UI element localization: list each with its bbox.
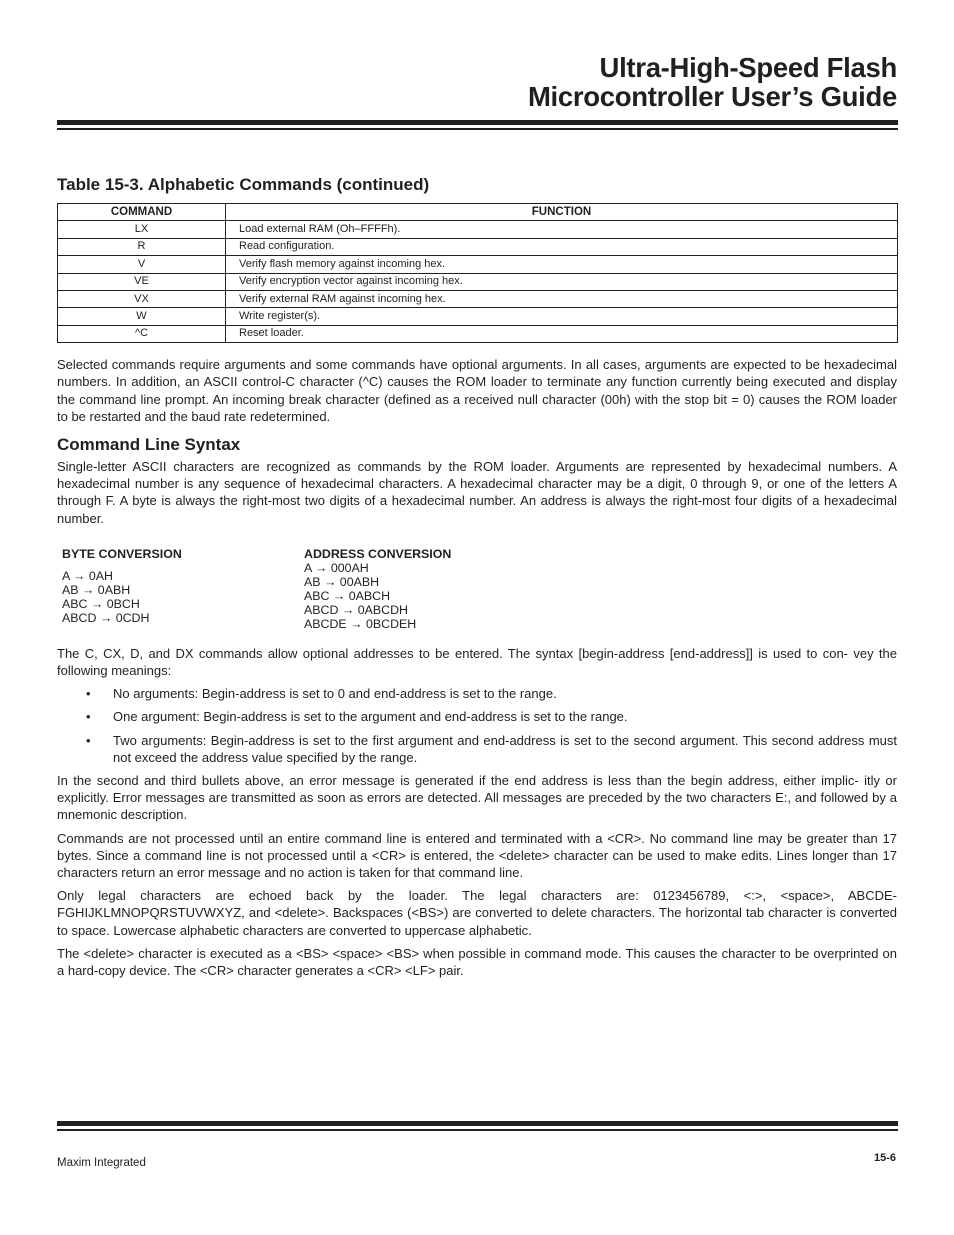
address-conversion [304, 547, 451, 631]
bullet-list [57, 685, 897, 766]
section-title: Command Line Syntax [57, 434, 241, 454]
paragraph-error-messages: In the second and third bullets above, an error message is generated if the end address is less than the begin address, either implic- itly or explicitly. Error messages are transmitted as soon as errors are detected. All messages are preceded by the two characters E:, and followed by a mnemonic description. [57, 772, 897, 823]
paragraph-syntax: Single-letter ASCII characters are recognized as commands by the ROM loader. Arguments are represented by hexadecimal numbers. A hexadecimal number is any sequence of hexadecimal characters. A hexadecimal character may be a digit, 0 through 9, or one of the letters A through F. A byte is always the right-most two digits of a hexadecimal number. An address is always the right-most four digits of a hexadecimal number. [57, 458, 897, 526]
bullet-icon: • [86, 732, 91, 748]
function-cell: Verify external RAM against incoming hex. [226, 290, 898, 307]
column-header-function: FUNCTION [226, 204, 898, 221]
table-row [58, 325, 898, 342]
paragraph-selected-commands: Selected commands require arguments and some commands have optional arguments. In all cases, arguments are expected to be hexadecimal numbers. In addition, an ASCII control-C character (^C) causes the ROM loader to terminate any function currently being executed and display the command line prompt. An incoming break character (defined as a received null character (00h) with the stop bit = 0) causes the ROM loader to be restarted and the baud rate redetermined. [57, 357, 897, 424]
table-row [58, 238, 898, 255]
conversion-examples [57, 547, 897, 645]
function-cell: Verify encryption vector against incoming hex. [226, 273, 898, 290]
footer-rule-thin [57, 1129, 898, 1131]
list-item: ABC → 0BCH [62, 596, 140, 611]
paragraph-command-processing: Commands are not processed until an entire command line is entered and terminated with a <CR>. No command line may be greater than 17 bytes. Since a command line is not processed until a <CR> is entered, the <delete> character can be used to make edits. Lines longer than 17 characters return an error message and no action is taken for that command line. [57, 830, 897, 880]
table-row [58, 308, 898, 325]
command-cell: W [58, 308, 226, 325]
paragraph-delete-character: The <delete> character is executed as a <BS> <space> <BS> when possible in command mode. This causes the character to be overprinted on a hard-copy device. The <CR> character generates a <CR> <LF> pair. [57, 945, 897, 978]
footer-company: Maxim Integrated [57, 1157, 146, 1169]
list-item [57, 685, 897, 702]
command-cell: V [58, 256, 226, 273]
main-content [57, 174, 897, 979]
list-item: A → 0AH [62, 568, 113, 583]
bullet-text: No arguments: Begin-address is set to 0 and end-address is set to the range. [113, 686, 557, 702]
address-conversion-list [304, 561, 451, 631]
function-cell: Verify flash memory against incoming hex. [226, 256, 898, 273]
title-line-2: Microcontroller User’s Guide [527, 81, 897, 112]
list-item [57, 732, 897, 766]
page-number: 15-6 [873, 1152, 896, 1164]
list-item: AB → 00ABH [304, 574, 380, 589]
footer-rule-thick [57, 1121, 898, 1126]
table-row [58, 221, 898, 238]
table-header-row [58, 204, 898, 221]
table-row [58, 290, 898, 307]
paragraph-legal-characters: Only legal characters are echoed back by the loader. The legal characters are: 0123456789, <:>, <space>, ABCDE- FGHIJKLMNOPQRSTUVWXYZ, and <delete>. Backspaces (<BS>) are converted to delete characters. The horizontal tab character is converted to space. Lowercase alphabetic characters are converted to uppercase alphabetic. [57, 888, 897, 938]
list-item: ABCD → 0CDH [62, 610, 150, 625]
table-title: Table 15-3. Alphabetic Commands (continued) [57, 175, 430, 194]
command-cell: VX [58, 290, 226, 307]
command-cell: ^C [58, 325, 226, 342]
function-cell: Write register(s). [226, 308, 898, 325]
list-item: ABCD → 0ABCDH [304, 602, 408, 617]
bullet-text: Two arguments: Begin-address is set to the first argument and end-address is set to the second argument. This second address must not exceed the address value specified by the range. [113, 732, 897, 765]
bullet-icon: • [86, 709, 91, 725]
bullet-icon: • [86, 686, 91, 702]
byte-conversion [62, 547, 182, 625]
title-line-1: Ultra-High-Speed Flash [599, 52, 897, 83]
list-item: ABCDE → 0BCDEH [304, 616, 417, 631]
byte-conversion-list [62, 569, 182, 625]
table-row [58, 256, 898, 273]
bullet-text: One argument: Begin-address is set to the argument and end-address is set to the range. [113, 709, 628, 725]
list-item [57, 708, 897, 725]
command-cell: R [58, 238, 226, 255]
command-cell: LX [58, 221, 226, 238]
address-conversion-heading: ADDRESS CONVERSION [304, 546, 452, 561]
list-item: AB → 0ABH [62, 582, 131, 597]
list-item: ABC → 0ABCH [304, 588, 391, 603]
byte-conversion-heading: BYTE CONVERSION [62, 546, 182, 561]
list-item: A → 000AH [304, 560, 369, 575]
table-row [58, 273, 898, 290]
command-cell: VE [58, 273, 226, 290]
commands-table [57, 203, 898, 343]
page-title [528, 53, 897, 111]
column-header-command: COMMAND [58, 204, 226, 221]
function-cell: Reset loader. [226, 325, 898, 342]
header-rule-thin [57, 128, 898, 130]
paragraph-optional-addresses: The C, CX, D, and DX commands allow optional addresses to be entered. The syntax [begin-address [end-address]] is used to con- vey the following meanings: [57, 645, 897, 678]
function-cell: Read configuration. [226, 238, 898, 255]
header-rule-thick [57, 120, 898, 125]
function-cell: Load external RAM (Oh–FFFFh). [226, 221, 898, 238]
